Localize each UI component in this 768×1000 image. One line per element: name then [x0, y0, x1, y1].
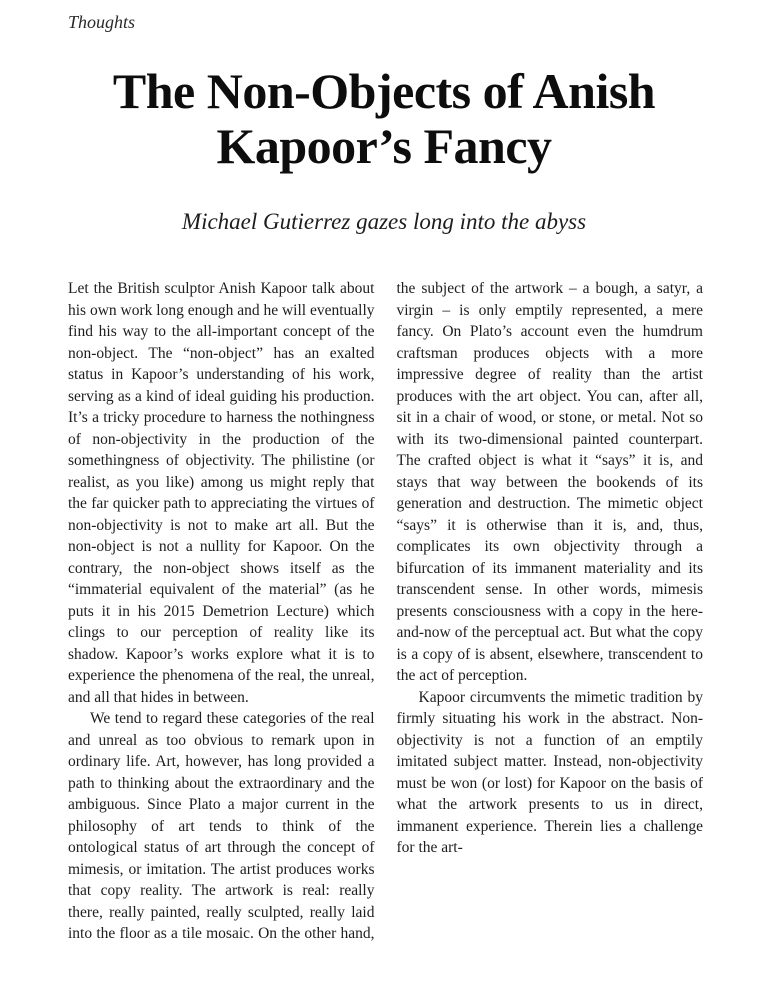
body-paragraph-3: Kapoor circumvents the mimetic tradition by firmly situating his work in the abstract. Non-objectivity is not a function of an emptily imitated subject matter. Instead, non-objectivity must be won (or lost) for Kapoor on the basis of what the artwork presents to us in direct, immanent experience. Therein lies a challenge for the art- [396, 688, 703, 856]
title-line-2: Kapoor’s Fancy [216, 118, 552, 174]
title-line-1: The Non-Objects of Anish [112, 63, 656, 119]
article-subtitle: Michael Gutierrez gazes long into the abyss [181, 209, 587, 234]
page-title [34, 64, 734, 174]
body-paragraph-2: We tend to regard these categories of the real and unreal as too obvious to remark upon in ordinary life. Art, however, has long provided a path to thinking about the extraordinary and the ambiguous. Since Plato a major current in the philosophy of art tends to think of the ontological status of art through the concept of mimesis, or imitation. The artist produces works that copy reality. The artwork is real: really there, really painted, really sculpted, really laid into the floor as a tile mosaic. On the other hand, the subject of the artwork – a bough, a satyr, a virgin – is only emptily represented, a mere fancy. On Plato’s account even the humdrum craftsman produces objects with a more impressive degree of reality than the artist produces with the art object. You can, after all, sit in a chair of wood, or stone, or metal. Not so with its two-dimensional painted counterpart. The crafted object is what it “says” it is, and stays that way between the bookends of its generation and destruction. The mimetic object “says” it is otherwise than it is, and, thus, complicates its own objectivity through a bifurcation of its immanent materiality and its transcendent sense. In other words, mimesis presents consciousness with a copy in the here-and-now of the perceptual act. But what the copy is a copy of is absent, elsewhere, transcendent to the act of perception. [68, 280, 703, 942]
article-body [68, 278, 703, 948]
running-head: Thoughts [68, 12, 136, 32]
body-paragraph-1: Let the British sculptor Anish Kapoor talk about his own work long enough and he will eventually find his way to the all-important concept of the non-object. The “non-object” has an exalted status in Kapoor’s understanding of his work, serving as a kind of ideal guiding his production. It’s a tricky procedure to harness the nothingness of non-objectivity in the production of the somethingness of objectivity. The philistine (or realist, as you like) among us might reply that the far quicker path to appreciating the virtues of non-objectivity is not to make art all. But the non-object is not a nullity for Kapoor. On the contrary, the non-object shows itself as the “immaterial equivalent of the material” (as he puts it in his 2015 Demetrion Lecture) which clings to our perception of reality like its shadow. Kapoor’s works explore what it is to experience the phenomena of the real, the unreal, and all that hides in between. [68, 280, 375, 706]
